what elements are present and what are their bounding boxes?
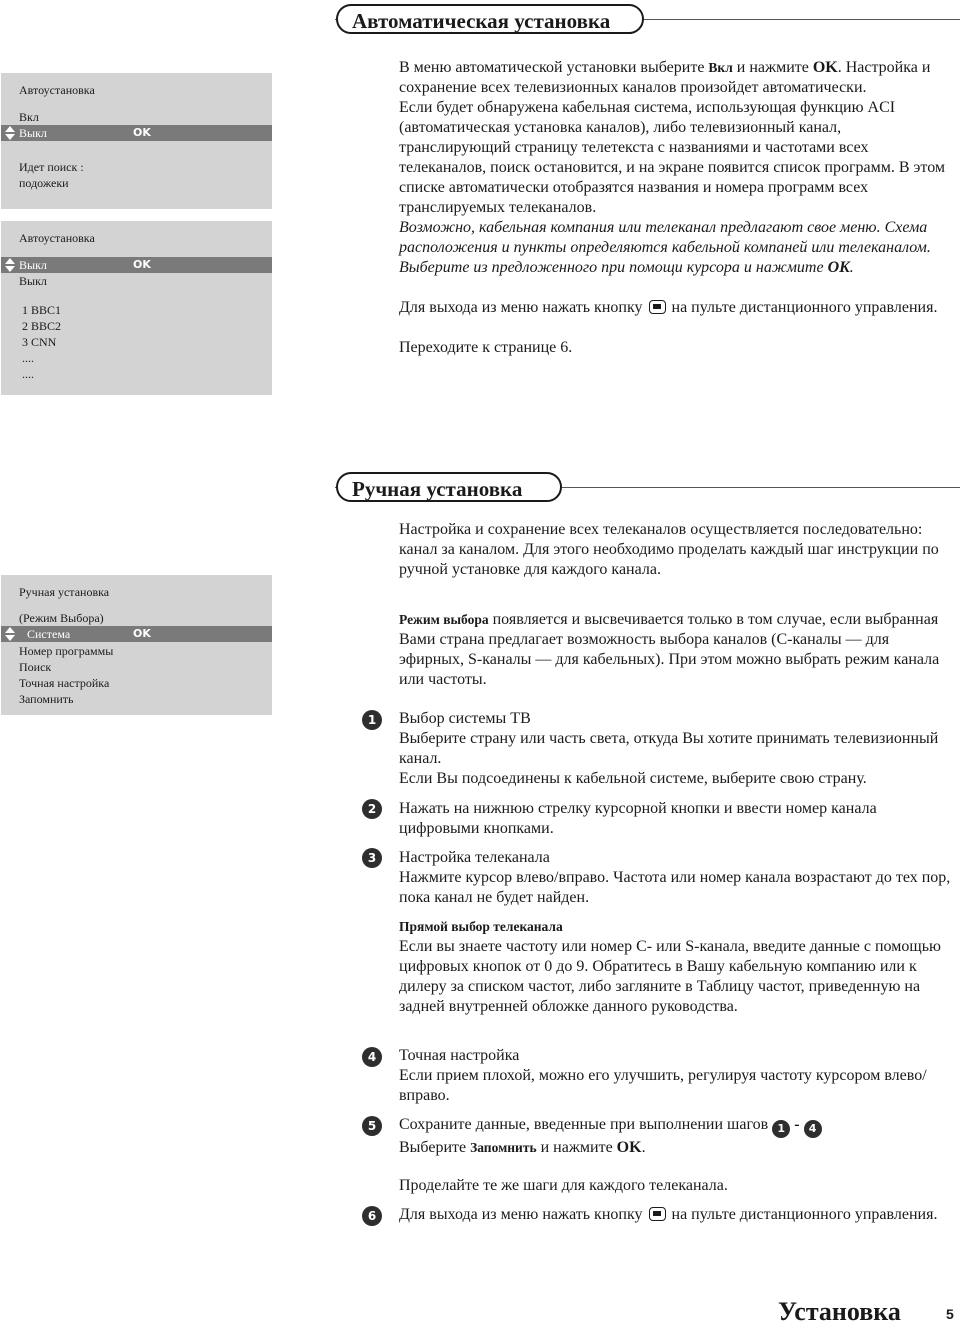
updown-arrows-icon [5, 126, 15, 140]
ok-indicator: OK [133, 126, 151, 139]
menu-title: Ручная установка [19, 585, 110, 599]
menu-item-label: Выкл [19, 126, 47, 140]
step-ref-1-icon: 1 [772, 1120, 790, 1138]
menu-item-fine-tune[interactable]: Точная настройка [19, 676, 110, 690]
menu-item-search[interactable]: Поиск [19, 660, 52, 674]
step-4-icon: 4 [362, 1047, 382, 1067]
direct-select-block [399, 917, 959, 1017]
program-list-item[interactable]: .... [22, 367, 34, 381]
menu-item-program-number[interactable]: Номер программы [19, 644, 114, 658]
step-5-text: Сохраните данные, введенные при выполнении шагов 1 - 4 Выберите Запомнить и нажмите OK. [399, 1115, 955, 1158]
menu-item-on[interactable]: Вкл [19, 110, 39, 124]
search-status-value: подожеки [19, 176, 69, 190]
menu-title: Автоустановка [19, 231, 95, 245]
step-4-text: Точная настройка Если прием плохой, можно его улучшить, регулируя частоту курсором влево/вправо. [399, 1047, 927, 1104]
program-list-item[interactable]: .... [22, 351, 34, 365]
menu-mode-label: (Режим Выбора) [19, 611, 104, 625]
menu-item-store[interactable]: Запомнить [19, 692, 74, 706]
ok-indicator: OK [133, 627, 151, 640]
menu-item-label: Выкл [19, 258, 47, 272]
updown-arrows-icon [5, 627, 15, 641]
step-5-icon: 5 [362, 1116, 382, 1136]
program-list-item[interactable]: 3 CNN [22, 335, 57, 349]
paragraph: Если будет обнаружена кабельная система, использующая функцию ACI (автоматическая установка каналов), либо телевизионный канал, транслирующий страницу телетекста с названиями и частотами всех телеканалов, поиск остановится, и на экране появится список программ. В этом списке автоматически отобразятся названия и номера программ всех транслируемых телеканалов. [399, 99, 946, 216]
section-title-manual: Ручная установка [336, 472, 562, 502]
search-status-label: Идет поиск : [19, 160, 84, 174]
menu-button-icon [649, 300, 666, 314]
footer-section-title: Установка [778, 1297, 901, 1326]
autoinstall-menu-2 [1, 221, 272, 395]
paragraph: В меню автоматической установки выберите Вкл и нажмите OK. Настройка и сохранение всех телевизионных каналов произойдет автоматически. [399, 59, 931, 96]
updown-arrows-icon [5, 258, 15, 272]
program-list-item[interactable]: 1 BBC1 [22, 303, 62, 317]
menu-item-off-selected[interactable] [1, 257, 272, 273]
menu-button-icon [649, 1207, 666, 1221]
step-3-text: Настройка телеканала Нажмите курсор влево/вправо. Частота или номер канала возрастают до тех пор, пока канал не будет найден. [399, 849, 951, 906]
manual-intro: Настройка и сохранение всех телеканалов осуществляется последовательно: канал за каналом. Для этого необходимо проделать каждый шаг инструкции по ручной установке для каждого канала. [399, 521, 939, 578]
paragraph-italic: Возможно, кабельная компания или телеканал предлагают свое меню. Схема расположения и пункты определяются кабельной компаней или телеканалом. Выберите из предложенного при помощи курсора и нажмите OK. [399, 219, 931, 276]
direct-select-text: Если вы знаете частоту или номер С- или S-канала, введите данные с помощью цифровых кнопок от 0 до 9. Обратитесь в Вашу кабельную компанию или к дилеру за списком частот, либо загляните в Таблицу частот, приведенную на задней внутренней обложке данного руководства. [399, 938, 941, 1015]
program-list-item[interactable]: 2 BBC2 [22, 319, 62, 333]
page-number: 5 [946, 1306, 954, 1322]
step-1-icon: 1 [362, 710, 382, 730]
step-2-icon: 2 [362, 799, 382, 819]
exit-instruction: Для выхода из меню нажать кнопку на пульте дистанционного управления. [399, 299, 938, 316]
repeat-note: Проделайте те же шаги для каждого телеканала. [399, 1177, 728, 1194]
ok-indicator: OK [133, 258, 151, 271]
step-3-icon: 3 [362, 848, 382, 868]
step-ref-4-icon: 4 [804, 1120, 822, 1138]
mode-note: Режим выбора появляется и высвечивается только в том случае, если выбранная Вами страна предлагает возможность выбора каналов (С-каналы — для эфирных, S-каналы — для кабельных). При этом можно выбрать режим канала или частоты. [399, 611, 940, 688]
autoinstall-menu-1 [1, 73, 272, 209]
direct-select-title: Прямой выбор телеканала [399, 919, 563, 934]
menu-title: Автоустановка [19, 83, 95, 97]
step-2-text: Нажать на нижнюю стрелку курсорной кнопки и ввести номер канала цифровыми кнопками. [399, 800, 877, 837]
step-6-icon: 6 [362, 1206, 382, 1226]
section-title-auto: Автоматическая установка [336, 4, 644, 34]
auto-instructions [399, 58, 955, 358]
step-6-text: Для выхода из меню нажать кнопку на пульте дистанционного управления. [399, 1206, 938, 1223]
manual-install-menu [1, 575, 272, 715]
goto-page: Переходите к странице 6. [399, 339, 573, 356]
menu-item-label: Система [27, 627, 71, 641]
step-1-text: Выбор системы ТВ Выберите страну или часть света, откуда Вы хотите принимать телевизионный канал. Если Вы подсоединены к кабельной системе, выберите свою страну. [399, 710, 939, 787]
menu-item-off[interactable]: Выкл [19, 274, 47, 288]
menu-item-system-selected[interactable] [1, 626, 272, 642]
menu-item-off-selected[interactable] [1, 125, 272, 141]
